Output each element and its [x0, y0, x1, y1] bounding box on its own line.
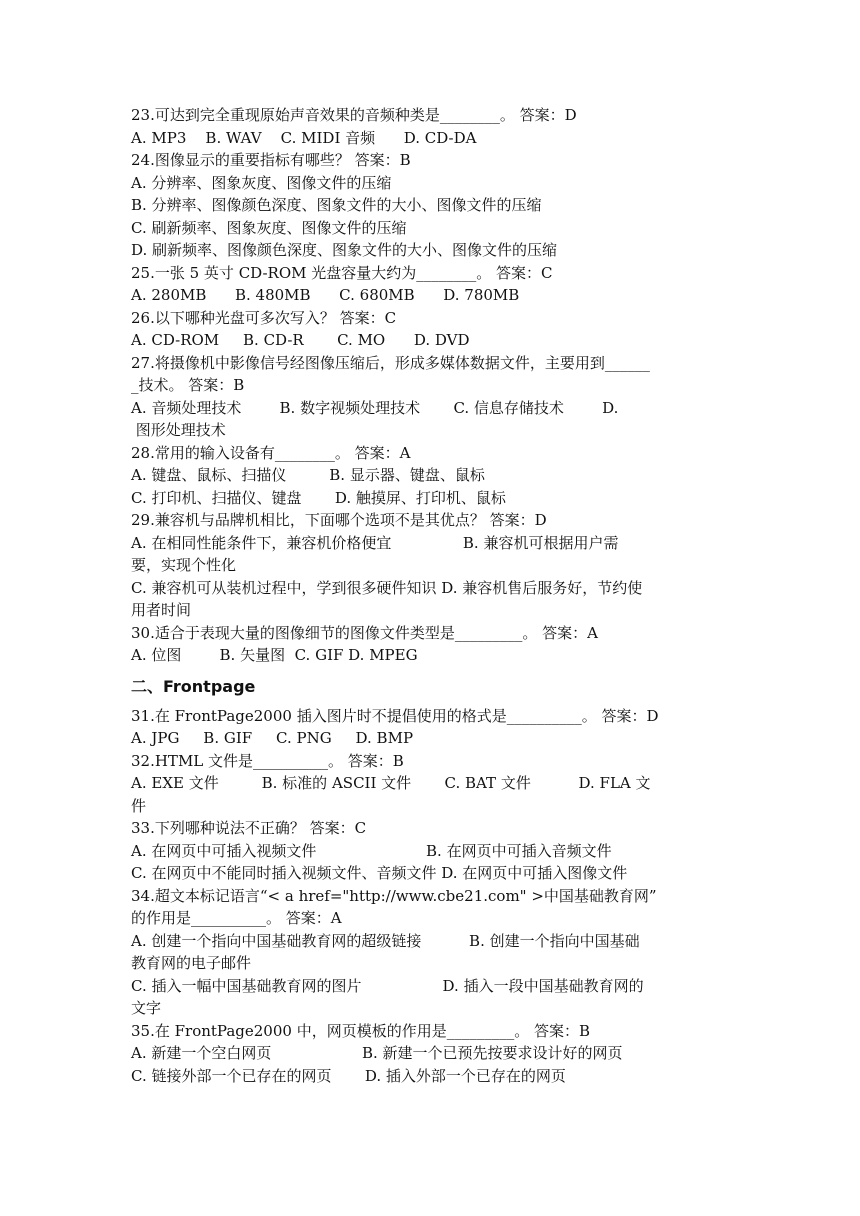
text-line: 教育网的电子邮件 — [131, 954, 252, 972]
text-line: A. 键盘、鼠标、扫描仪 B. 显示器、键盘、鼠标 — [131, 466, 485, 484]
text-line: 24.图像显示的重要指标有哪些？ 答案：B — [131, 151, 411, 169]
question-section-multimedia — [131, 104, 731, 667]
text-line: A. JPG B. GIF C. PNG D. BMP — [131, 729, 414, 747]
text-line: B. 分辨率、图像颜色深度、图象文件的大小、图像文件的压缩 — [131, 196, 542, 214]
text-line: A. 新建一个空白网页 B. 新建一个已预先按要求设计好的网页 — [131, 1044, 623, 1062]
text-line: 用者时间 — [131, 601, 192, 619]
text-line: 31.在 FrontPage2000 插入图片时不提倡使用的格式是__________。 答案：D — [131, 706, 659, 725]
text-line: 30.适合于表现大量的图像细节的图像文件类型是_________。 答案：A — [131, 623, 598, 642]
text-line: 29.兼容机与品牌机相比，下面哪个选项不是其优点？ 答案：D — [131, 511, 547, 529]
text-line: C. 在网页中不能同时插入视频文件、音频文件 D. 在网页中可插入图像文件 — [131, 864, 628, 882]
text-line: 25.一张 5 英寸 CD-ROM 光盘容量大约为________。 答案：C — [131, 263, 553, 282]
text-line: 34.超文本标记语言“< a href="http://www.cbe21.com" >中国基础教育网” — [131, 886, 657, 905]
text-line: A. 分辨率、图象灰度、图像文件的压缩 — [131, 173, 392, 192]
text-line: A. 创建一个指向中国基础教育网的超级链接 B. 创建一个指向中国基础 — [131, 931, 640, 950]
text-line: 23.可达到完全重现原始声音效果的音频种类是________。 答案：D — [131, 106, 577, 124]
text-line: 图形处理技术 — [131, 421, 226, 439]
text-line: 的作用是__________。 答案：A — [131, 909, 342, 927]
section-heading: 二、Frontpage — [131, 676, 256, 696]
text-line: A. CD-ROM B. CD-R C. MO D. DVD — [131, 331, 470, 349]
text-line: 35.在 FrontPage2000 中，网页模板的作用是_________。 答案：B — [131, 1021, 590, 1040]
text-line: 文字 — [131, 999, 162, 1017]
text-line: C. 打印机、扫描仪、键盘 D. 触摸屏、打印机、鼠标 — [131, 488, 506, 507]
text-line: C. 刷新频率、图象灰度、图像文件的压缩 — [131, 218, 407, 237]
text-line: D. 刷新频率、图像颜色深度、图象文件的大小、图像文件的压缩 — [131, 241, 558, 259]
text-line: C. 兼容机可从装机过程中，学到很多硬件知识 D. 兼容机售后服务好，节约使 — [131, 578, 643, 597]
text-line: A. 音频处理技术 B. 数字视频处理技术 C. 信息存储技术 D. — [131, 398, 619, 417]
text-line: 27.将摄像机中影像信号经图像压缩后，形成多媒体数据文件，主要用到______ — [131, 353, 650, 372]
document-content — [131, 104, 731, 1087]
text-line: 件 — [131, 796, 147, 815]
text-line: 要，实现个性化 — [131, 556, 237, 574]
text-line: A. 280MB B. 480MB C. 680MB D. 780MB — [131, 286, 520, 304]
text-line: A. EXE 文件 B. 标准的 ASCII 文件 C. BAT 文件 D. FLA 文 — [131, 774, 651, 792]
text-line: A. 在网页中可插入视频文件 B. 在网页中可插入音频文件 — [131, 841, 612, 860]
text-line: A. 在相同性能条件下，兼容机价格便宜 B. 兼容机可根据用户需 — [131, 533, 619, 552]
text-line: 32.HTML 文件是__________。 答案：B — [131, 751, 404, 770]
text-line: A. MP3 B. WAV C. MIDI 音频 D. CD-DA — [131, 128, 477, 147]
text-line: _技术。 答案：B — [131, 376, 245, 394]
text-line: C. 插入一幅中国基础教育网的图片 D. 插入一段中国基础教育网的 — [131, 976, 644, 995]
text-line: 28.常用的输入设备有________。 答案：A — [131, 443, 411, 462]
text-line: A. 位图 B. 矢量图 C. GIF D. MPEG — [131, 646, 418, 664]
question-section-frontpage — [131, 705, 731, 1088]
text-line: 26.以下哪种光盘可多次写入？ 答案：C — [131, 308, 397, 327]
text-line: C. 链接外部一个已存在的网页 D. 插入外部一个已存在的网页 — [131, 1066, 566, 1085]
text-line: 33.下列哪种说法不正确？ 答案：C — [131, 819, 367, 837]
